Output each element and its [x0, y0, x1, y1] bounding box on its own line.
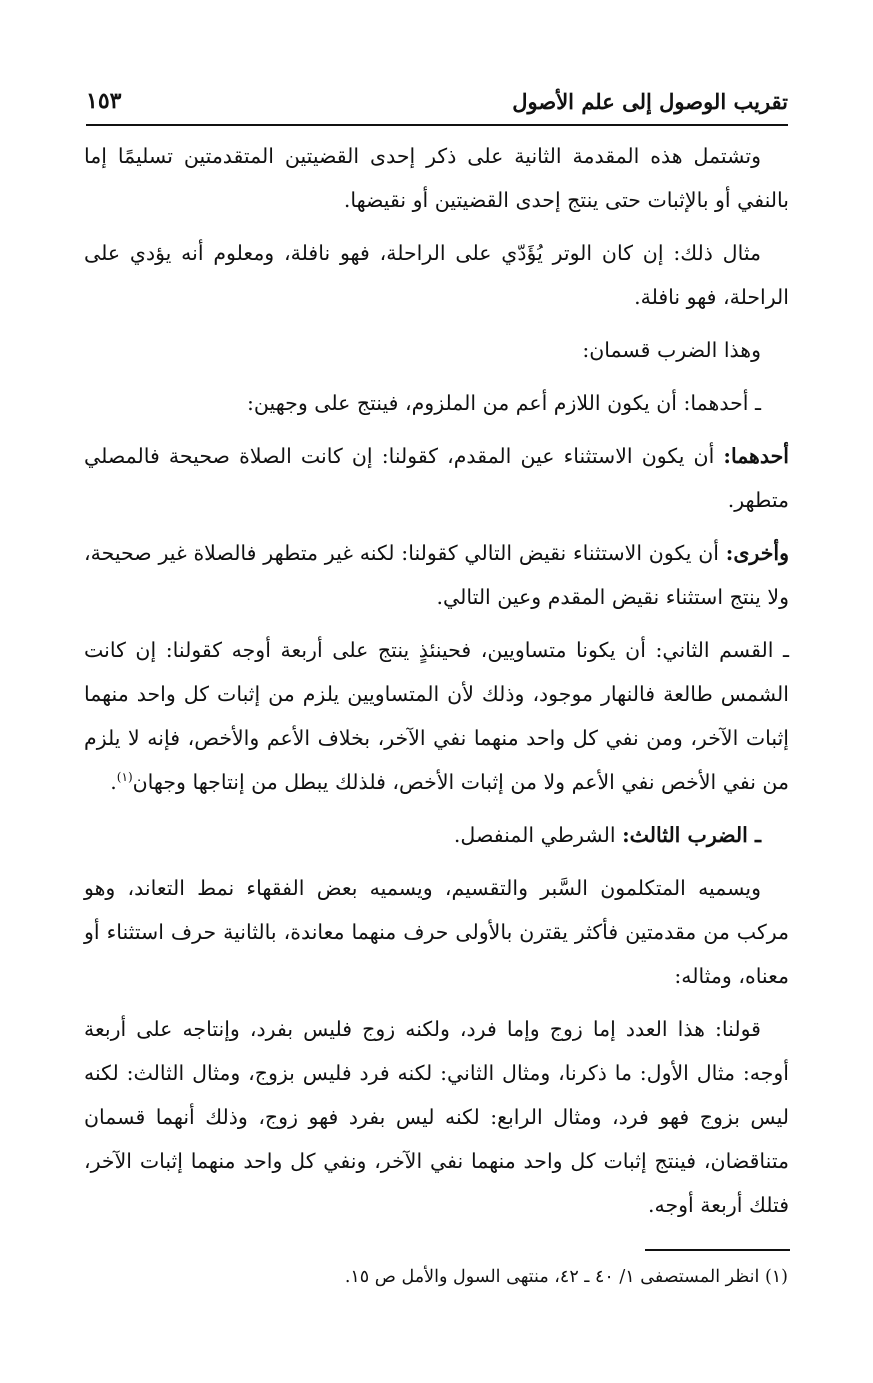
- paragraph-text: وهذا الضرب قسمان:: [582, 338, 761, 362]
- paragraph-text: أن يكون الاستثناء نقيض التالي كقولنا: لكنه غير متطهر فالصلاة غير صحيحة، ولا ينتج استثناء نقيض المقدم وعين التالي.: [84, 541, 789, 609]
- paragraph-text: ـ القسم الثاني: أن يكونا متساويين، فحينئذٍ ينتج على أربعة أوجه كقولنا: إن كانت الشمس طالعة فالنهار موجود، وذلك لأن المتساويين يلزم من إثبات كل واحد منهما إثبات الآخر، ومن نفي كل واحد منهما نفي الآخر، بخلاف الأعم والأخص، فإنه لا يلزم من نفي الأخص نفي الأعم ولا من إثبات الأخص، فلذلك يبطل من إنتاجها وجهان: [84, 638, 789, 794]
- paragraph: [84, 434, 789, 522]
- paragraph-text: ويسميه المتكلمون السَّبر والتقسيم، ويسميه بعض الفقهاء نمط التعاند، وهو مركب من مقدمتين فأكثر يقترن بالأولى حرف منهما معاندة، بالثانية حرف استثناء أو معناه، ومثاله:: [84, 876, 789, 988]
- paragraph-lead-term: وأخرى:: [725, 541, 789, 565]
- paragraph: [84, 866, 789, 998]
- paragraph-text: ـ أحدهما: أن يكون اللازم أعم من الملزوم، فينتج على وجهين:: [247, 391, 761, 415]
- body-text: [84, 134, 789, 1236]
- paragraph-text: .: [110, 770, 117, 794]
- paragraph-text: الشرطي المنفصل.: [453, 823, 623, 847]
- paragraph-text: وتشتمل هذه المقدمة الثانية على ذكر إحدى القضيتين المتقدمتين تسليمًا إما بالنفي أو بالإثبات حتى ينتج إحدى القضيتين أو نقيضها.: [84, 144, 789, 212]
- paragraph: [84, 813, 789, 857]
- paragraph-text: مثال ذلك: إن كان الوتر يُؤَدّي على الراحلة، فهو نافلة، ومعلوم أنه يؤدي على الراحلة، فهو نافلة.: [84, 241, 789, 309]
- footnote-separator: [645, 1249, 790, 1251]
- paragraph: [84, 1007, 789, 1227]
- paragraph-text: أن يكون الاستثناء عين المقدم، كقولنا: إن كانت الصلاة صحيحة فالمصلي متطهر.: [84, 444, 789, 512]
- page-number: ١٥٣: [86, 88, 122, 114]
- paragraph-text: قولنا: هذا العدد إما زوج وإما فرد، ولكنه زوج فليس بفرد، وإنتاجه على أربعة أوجه: مثال الأول: ما ذكرنا، ومثال الثاني: لكنه فرد فليس بزوج، ومثال الثالث: لكنه ليس بزوج فهو فرد، ومثال الرابع: لكنه ليس بفرد فهو زوج، وذلك أنهما قسمان متناقضان، فينتج إثبات كل واحد منهما نفي الآخر، ونفي كل واحد منهما إثبات الآخر، فتلك أربعة أوجه.: [84, 1017, 789, 1217]
- footnote: (١) انظر المستصفى ١/ ٤٠ ـ ٤٢، منتهى السول والأمل ص ١٥.: [344, 1267, 788, 1287]
- paragraph: [84, 328, 789, 372]
- running-header: [86, 78, 788, 126]
- paragraph: [84, 381, 789, 425]
- paragraph: [84, 628, 789, 804]
- book-title: تقريب الوصول إلى علم الأصول: [512, 88, 788, 114]
- section-heading: ـ الضرب الثالث:: [622, 823, 761, 847]
- paragraph: [84, 531, 789, 619]
- footnote-reference[interactable]: (١): [116, 770, 133, 785]
- paragraph: [84, 134, 789, 222]
- paragraph-lead-term: أحدهما:: [723, 444, 789, 468]
- paragraph: [84, 231, 789, 319]
